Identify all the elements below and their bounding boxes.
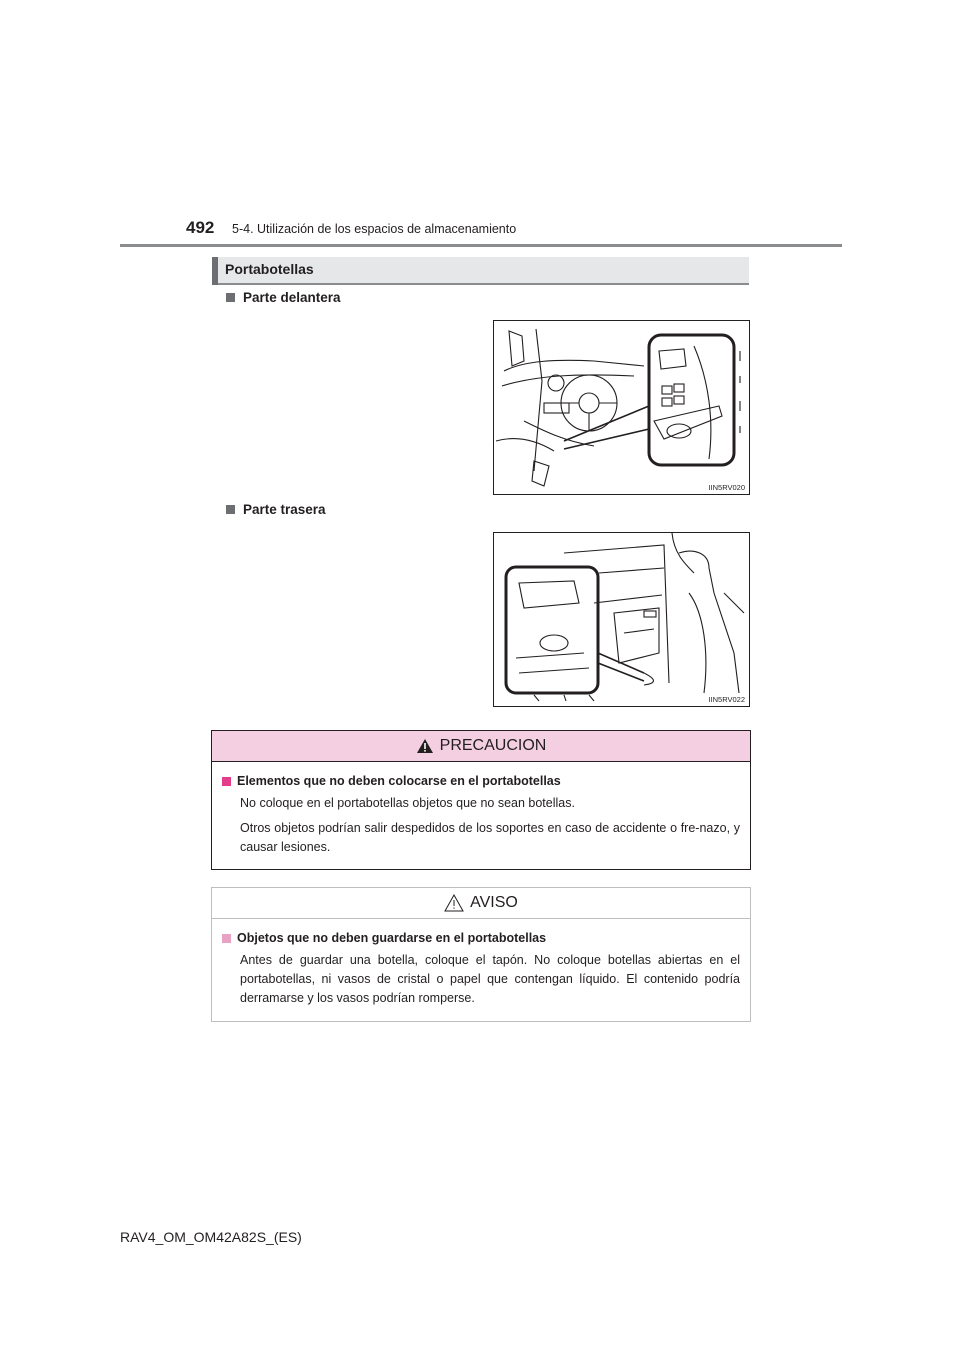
front-heading-label: Parte delantera xyxy=(243,290,341,305)
section-title: Portabotellas xyxy=(225,261,314,277)
front-heading xyxy=(226,290,341,305)
square-bullet-icon xyxy=(226,293,235,302)
rear-door-illustration xyxy=(494,533,749,706)
rear-figure-code: IIN5RV022 xyxy=(708,695,745,704)
chapter-title: 5-4. Utilización de los espacios de almacenamiento xyxy=(232,222,517,236)
rear-heading xyxy=(226,502,326,517)
square-bullet-icon xyxy=(226,505,235,514)
section-bar xyxy=(212,257,749,285)
front-cabin-illustration xyxy=(494,321,749,494)
caution-box xyxy=(211,730,751,870)
rear-heading-label: Parte trasera xyxy=(243,502,326,517)
rear-figure xyxy=(493,532,750,707)
notice-box xyxy=(211,887,751,1022)
notice-title: AVISO xyxy=(470,894,518,911)
caution-triangle-icon xyxy=(444,894,464,912)
warning-icon xyxy=(416,738,434,754)
square-bullet-icon xyxy=(222,934,231,943)
notice-item-title xyxy=(222,929,740,948)
page-number: 492 xyxy=(186,218,215,237)
document-code: RAV4_OM_OM42A82S_(ES) xyxy=(120,1229,302,1245)
caution-title: PRECAUCION xyxy=(439,737,547,754)
caution-header xyxy=(212,731,750,762)
notice-header xyxy=(212,888,750,919)
caution-item-title xyxy=(222,772,740,791)
notice-item-title-text: Objetos que no deben guardarse en el portabotellas xyxy=(237,931,547,945)
front-figure-code: IIN5RV020 xyxy=(708,483,745,492)
caution-paragraph: Otros objetos podrían salir despedidos de los soportes en caso de accidente o fre-nazo, y causar lesiones. xyxy=(240,821,740,854)
square-bullet-icon xyxy=(222,777,231,786)
notice-paragraph: Antes de guardar una botella, coloque el tapón. No coloque botellas abiertas en el portabotellas, ni vasos de cristal o papel que contengan líquido. El contenido podría derramarse y los vasos podrían romperse. xyxy=(240,953,740,1005)
section-bar-tab xyxy=(212,257,218,285)
caution-paragraph: No coloque en el portabotellas objetos que no sean botellas. xyxy=(240,796,575,810)
caution-item-title-text: Elementos que no deben colocarse en el portabotellas xyxy=(237,774,561,788)
header-rule xyxy=(120,244,842,247)
front-figure xyxy=(493,320,750,495)
